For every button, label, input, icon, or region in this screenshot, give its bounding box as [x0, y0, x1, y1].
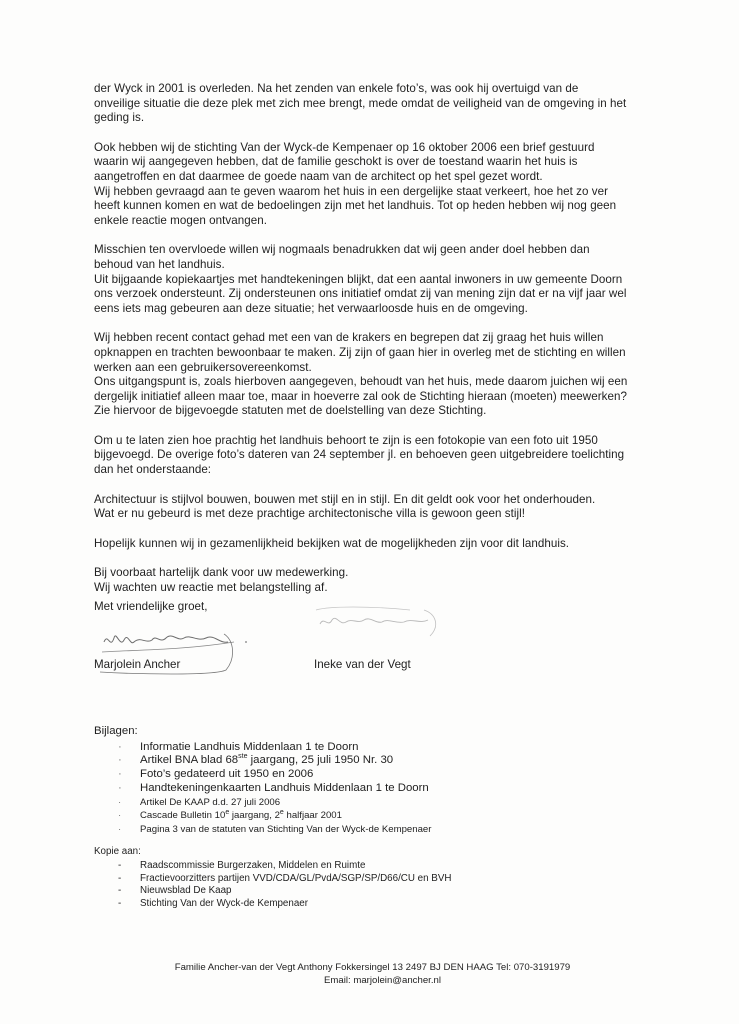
- letter-paragraph: [94, 82, 669, 126]
- paragraph-line: Ons uitgangspunt is, zoals hierboven aangegeven, behoudt van het huis, mede daarom juichen wij een: [94, 375, 628, 389]
- bullet-icon: ·: [118, 768, 122, 781]
- attachments-list: [94, 741, 431, 837]
- copy-to-recipient: Fractievoorzitters partijen VVD/CDA/GL/PvdA/SGP/SP/D66/CU en BVH: [140, 872, 452, 884]
- paragraph-line: Architectuur is stijlvol bouwen, bouwen met stijl en in stijl. En dit geldt ook voor het onderhouden.: [94, 492, 596, 506]
- paragraph-line: Wij hebben recent contact gehad met een van de krakers en begrepen dat zij graag het huis willen: [94, 331, 604, 345]
- paragraph-line: der Wyck in 2001 is overleden. Na het zenden van enkele foto’s, was ook hij overtuigd van de: [94, 82, 579, 95]
- attachment-text: Artikel BNA blad 68: [140, 754, 239, 767]
- paragraph-line: waarin wij aangegeven hebben, dat de familie geschokt is over de toestand waarin het huis is: [94, 155, 578, 169]
- paragraph-line: geding is.: [94, 111, 145, 125]
- paragraph-line: werken aan een gebruikersovereenkomst.: [94, 360, 312, 374]
- bullet-icon: ·: [118, 754, 122, 767]
- attachment-superscript: e: [225, 809, 230, 817]
- bullet-icon: ·: [118, 796, 122, 808]
- signatory-name-1: Marjolein Ancher: [94, 658, 181, 671]
- paragraph-line: enkele reactie mogen ontvangen.: [94, 213, 267, 227]
- copy-to-item: [94, 860, 451, 872]
- attachment-text: Foto’s gedateerd uit 1950 en 2006: [140, 768, 314, 781]
- attachment-item: [94, 809, 431, 823]
- paragraph-line: eens iets mag gebeuren aan deze situatie; het verwaarloosde huis en de omgeving.: [94, 301, 528, 315]
- paragraph-line: bijgevoegd. De overige foto’s dateren van 24 september jl. en behoeven geen uitgebreidere toelichting: [94, 448, 625, 462]
- letter-paragraph: [94, 537, 669, 552]
- paragraph-line: Zie hiervoor de bijgevoegde statuten met de doelstelling van deze Stichting.: [94, 404, 487, 418]
- paragraph-line: Om u te laten zien hoe prachtig het landhuis behoort te zijn is een fotokopie van een foto uit 1950: [94, 433, 598, 447]
- paragraph-line: Ook hebben wij de stichting Van der Wyck-de Kempenaer op 16 oktober 2006 een brief gestuurd: [94, 140, 595, 154]
- attachment-item: [94, 796, 431, 810]
- paragraph-line: Hopelijk kunnen wij in gezamenlijkheid bekijken wat de mogelijkheden zijn voor dit landhuis.: [94, 536, 570, 550]
- signature-area: [94, 620, 474, 676]
- letter-paragraph: [94, 493, 669, 522]
- attachment-item: [94, 768, 431, 782]
- paragraph-line: Uit bijgaande kopiekaartjes met handtekeningen blijkt, dat een aantal inwoners in uw gemeente Doorn: [94, 272, 623, 286]
- bullet-icon: ·: [118, 810, 122, 822]
- attachment-text: halfjaar 2001: [283, 810, 342, 822]
- copy-to-section: [94, 846, 451, 910]
- paragraph-line: Bij voorbaat hartelijk dank voor uw medewerking.: [94, 566, 349, 580]
- bullet-icon: ·: [118, 740, 122, 753]
- bullet-icon: ·: [118, 823, 122, 835]
- letterhead-footer: [0, 962, 739, 988]
- dash-bullet-icon: -: [118, 885, 122, 897]
- letter-paragraph: [94, 434, 669, 478]
- attachment-text: Artikel De KAAP d.d. 27 juli 2006: [140, 796, 281, 808]
- copy-to-recipient: Stichting Van der Wyck-de Kempenaer: [140, 897, 308, 909]
- dash-bullet-icon: -: [118, 872, 122, 884]
- letter-paragraph: [94, 243, 669, 316]
- paragraph-line: Wij wachten uw reactie met belangstelling af.: [94, 581, 328, 595]
- attachment-text: Handtekeningenkaarten Landhuis Middenlaan 1 te Doorn: [140, 781, 429, 794]
- paragraph-line: ons verzoek ondersteunt. Zij ondersteunen ons initiatief omdat zij van mening zijn dat er na vijf jaar wel: [94, 287, 627, 301]
- attachment-superscript: e: [279, 809, 284, 817]
- paragraph-line: opknappen en trachten bewoonbaar te maken. Zij zijn of gaan hier in overleg met de stichting en willen: [94, 345, 626, 359]
- attachment-text: jaargang, 2: [229, 810, 280, 822]
- dash-bullet-icon: -: [118, 860, 122, 872]
- copy-to-recipient: Nieuwsblad De Kaap: [140, 885, 232, 897]
- signatory-name-2: Ineke van der Vegt: [314, 658, 411, 671]
- handwritten-signature-van-der-vegt: [300, 602, 500, 642]
- attachment-text: jaargang, 25 juli 1950 Nr. 30: [247, 754, 394, 767]
- closing-greeting: Met vriendelijke groet,: [94, 600, 208, 613]
- copy-to-list: [94, 860, 451, 910]
- attachments-section: [94, 725, 431, 837]
- paragraph-line: Misschien ten overvloede willen wij nogmaals benadrukken dat wij geen ander doel hebben dan: [94, 243, 590, 257]
- attachment-item: [94, 741, 431, 755]
- attachments-title: Bijlagen:: [94, 725, 138, 737]
- copy-to-item: [94, 873, 451, 885]
- attachment-text: Cascade Bulletin 10: [140, 810, 226, 822]
- attachment-text: Informatie Landhuis Middenlaan 1 te Doorn: [140, 740, 359, 753]
- attachment-item: [94, 782, 431, 796]
- attachment-item: [94, 823, 431, 837]
- paragraph-line: aangetroffen en dat daarmee de goede naam van de architect op het spel gezet wordt.: [94, 169, 543, 183]
- copy-to-title: Kopie aan:: [94, 846, 141, 857]
- letter-paragraph: [94, 141, 669, 229]
- copy-to-item: [94, 885, 451, 897]
- copy-to-recipient: Raadscommissie Burgerzaken, Middelen en Ruimte: [140, 860, 366, 872]
- attachment-superscript: ste: [238, 753, 248, 761]
- footer-email: Email: marjolein@ancher.nl: [324, 974, 441, 986]
- paragraph-line: dan het onderstaande:: [94, 463, 212, 477]
- letter-paragraph: [94, 331, 669, 419]
- attachment-item: [94, 754, 431, 768]
- letter-paragraph: [94, 566, 669, 595]
- paragraph-line: Wij hebben gevraagd aan te geven waarom het huis in een dergelijke staat verkeert, hoe het zo ver: [94, 184, 608, 198]
- letter-body: [94, 82, 669, 611]
- footer-address: Familie Ancher-van der Vegt Anthony Fokkersingel 13 2497 BJ DEN HAAG Tel: 070-3191979: [174, 962, 571, 973]
- paragraph-line: dergelijk initiatief alleen maar toe, maar in hoeverre zal ook de Stichting hieraan (moeten) meewerken?: [94, 389, 627, 403]
- paragraph-line: behoud van het landhuis.: [94, 257, 225, 271]
- dash-bullet-icon: -: [118, 897, 122, 909]
- bullet-icon: ·: [118, 781, 122, 794]
- copy-to-item: [94, 898, 451, 910]
- paragraph-line: onveilige situatie die deze plek met zich mee brengt, mede omdat de veiligheid van de omgeving in het: [94, 96, 627, 110]
- paragraph-line: heeft kunnen komen en wat de bedoelingen zijn met het landhuis. Tot op heden hebben wij nog geen: [94, 199, 617, 213]
- attachment-text: Pagina 3 van de statuten van Stichting Van der Wyck-de Kempenaer: [140, 823, 432, 835]
- paragraph-line: Wat er nu gebeurd is met deze prachtige architectonische villa is gewoon geen stijl!: [94, 507, 526, 521]
